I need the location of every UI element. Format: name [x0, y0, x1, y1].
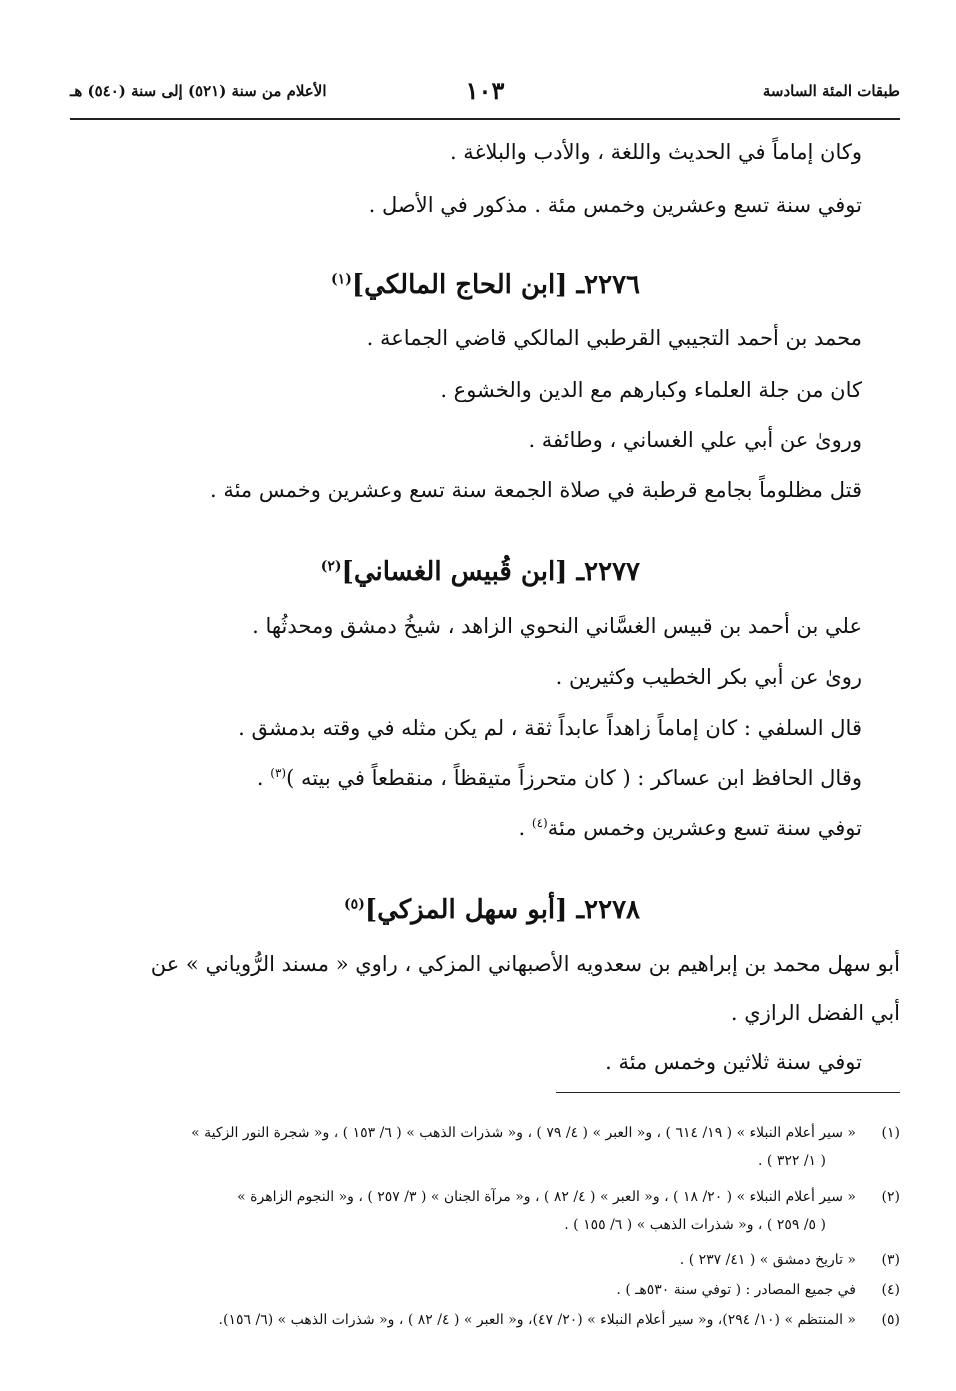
footnote-text: « المنتظم » (١٠/ ٢٩٤)، و« سير أعلام النبلاء » (٢٠/ ٤٧)، و« العبر » ( ٤/ ٨٢ ) ، و« شذرات الذهب » (٦/ ١٥٦). [218, 1312, 856, 1328]
entry-line: قتل مظلوماً بجامع قرطبة في صلاة الجمعة سنة تسع وعشرين وخمس مئة . [209, 478, 862, 502]
entry-line: وروىٰ عن أبي علي الغساني ، وطائفة . [528, 428, 862, 452]
footnote-text: « سير أعلام النبلاء » ( ٢٠/ ١٨ ) ، و« العبر » ( ٤/ ٨٢ ) ، و« مرآة الجنان » ( ٣/ ٢٥٧ ) ، و« النجوم الزاهرة » [237, 1189, 856, 1205]
entry-line: أبو سهل محمد بن إبراهيم بن سعدويه الأصبهاني المزكي ، راوي « مسند الرُّوياني » عن [150, 952, 900, 976]
footnote-ref: (٤) [531, 816, 548, 830]
footnote-4 [70, 1276, 900, 1304]
footnote-ref: (٥) [344, 896, 365, 913]
header-section-title: طبقات المئة السادسة [762, 82, 900, 100]
footnote-text: « سير أعلام النبلاء » ( ١٩/ ٦١٤ ) ، و« العبر » ( ٤/ ٧٩ ) ، و« شذرات الذهب » ( ٦/ ١٥٣ ) ، و« شجرة النور الزكية » [191, 1125, 856, 1141]
footnote-rule [556, 1092, 900, 1093]
footnote-text: « تاريخ دمشق » ( ٤١/ ٢٣٧ ) . [679, 1252, 856, 1268]
footnote-number: (١) [881, 1125, 900, 1141]
entry-line [519, 816, 862, 840]
page-number: ١٠٣ [465, 76, 505, 105]
header-range-title: الأعلام من سنة (٥٢١) إلى سنة (٥٤٠) هـ [70, 82, 327, 100]
footnote-3 [70, 1246, 900, 1274]
entry-heading-2278 [344, 895, 640, 925]
footnote-ref: (٢) [320, 558, 342, 575]
entry-line-end: . [518, 816, 532, 840]
footnote-number: (٣) [881, 1252, 900, 1268]
intro-line-1: وكان إماماً في الحديث واللغة ، والأدب والبلاغة . [449, 140, 862, 164]
entry-line: روىٰ عن أبي بكر الخطيب وكثيرين . [555, 665, 862, 689]
running-header [70, 76, 900, 116]
entry-line: علي بن أحمد بن قبيس الغسَّاني النحوي الزاهد ، شيخُ دمشق ومحدثُها . [252, 614, 862, 638]
footnote-number: (٤) [881, 1282, 900, 1298]
footnote-continuation: ( ١/ ٣٢٢ ) . [758, 1153, 826, 1169]
footnote-number: (٥) [881, 1312, 900, 1328]
entry-line [257, 766, 862, 790]
intro-line-2: توفي سنة تسع وعشرين وخمس مئة . مذكور في الأصل . [368, 193, 862, 217]
header-rule [70, 118, 900, 120]
entry-line-text: توفي سنة تسع وعشرين وخمس مئة [547, 816, 862, 840]
entry-heading-2276 [331, 270, 640, 300]
footnote-ref: (١) [331, 271, 352, 288]
footnote-1 [70, 1119, 900, 1147]
footnote-text: في جميع المصادر : ( توفي سنة ٥٣٠هـ ) . [616, 1282, 856, 1298]
footnote-ref: (٣) [270, 766, 287, 780]
entry-heading-text: ٢٢٧٧ـ [ابن قُبيس الغساني] [341, 557, 640, 587]
entry-heading-text: ٢٢٧٦ـ [ابن الحاج المالكي] [351, 270, 640, 300]
footnote-continuation: ( ٥/ ٢٥٩ ) ، و« شذرات الذهب » ( ٦/ ١٥٥ ) . [564, 1217, 826, 1233]
entry-line: محمد بن أحمد التجيبي القرطبي المالكي قاضي الجماعة . [366, 326, 862, 350]
entry-heading-2277 [321, 557, 640, 587]
entry-line-text: وقال الحافظ ابن عساكر : ( كان متحرزاً متيقظاً ، منقطعاً في بيته ) [286, 766, 862, 790]
entry-line: توفي سنة ثلاثين وخمس مئة . [605, 1050, 862, 1074]
footnote-2 [70, 1183, 900, 1211]
entry-heading-text: ٢٢٧٨ـ [أبو سهل المزكي] [364, 895, 640, 925]
entry-line-end: . [256, 766, 271, 790]
footnote-number: (٢) [881, 1189, 900, 1205]
entry-line: أبي الفضل الرازي . [730, 1001, 900, 1025]
entry-line: كان من جلة العلماء وكبارهم مع الدين والخشوع . [440, 378, 862, 402]
footnote-5 [70, 1306, 900, 1334]
entry-line: قال السلفي : كان إماماً زاهداً عابداً ثقة ، لم يكن مثله في وقته بدمشق . [238, 716, 862, 740]
